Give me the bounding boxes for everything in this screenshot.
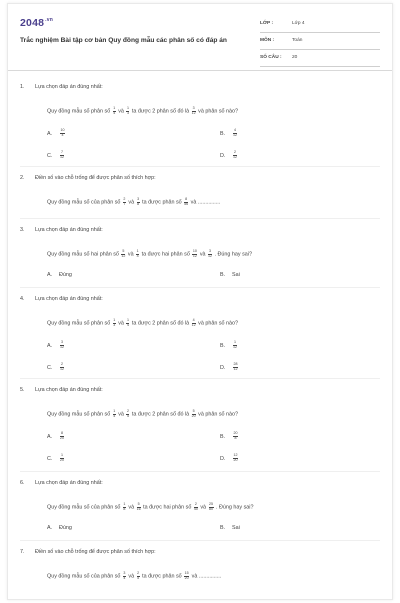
denominator: 20 xyxy=(191,413,196,418)
answer-option[interactable] xyxy=(47,363,65,372)
numerator: 20 xyxy=(233,431,238,435)
body-text: Quy đồng mẫu số phân số xyxy=(47,320,112,327)
denominator: 12 xyxy=(233,132,237,137)
option-letter: D. xyxy=(220,455,226,462)
answer-option[interactable] xyxy=(47,454,65,463)
numerator: 1 xyxy=(126,318,129,322)
denominator: 8 xyxy=(137,201,140,206)
fraction xyxy=(126,107,129,116)
numerator: 1 xyxy=(136,249,139,253)
question-instruction: Điền số vào chỗ trống để được phân số thích hợp: xyxy=(35,549,156,555)
body-text: Quy đồng mẫu số của phân số xyxy=(47,504,122,511)
answer-option[interactable] xyxy=(47,272,72,278)
body-text: và xyxy=(198,504,208,511)
meta-key: MÔN : xyxy=(260,38,275,43)
meta-box xyxy=(260,20,380,71)
question-body xyxy=(47,107,238,116)
option-text: Đúng xyxy=(59,272,72,278)
answer-option[interactable] xyxy=(220,363,239,372)
body-text: và phân số nào? xyxy=(196,411,239,418)
meta-row-class xyxy=(260,20,380,33)
numerator: 5 xyxy=(192,409,195,413)
fraction xyxy=(137,503,141,512)
option-letter: D. xyxy=(220,152,226,159)
option-letter: A. xyxy=(47,433,53,440)
denominator: 80 xyxy=(209,506,214,511)
numerator: 1 xyxy=(123,502,126,506)
body-text: . Đúng hay sai? xyxy=(213,251,252,258)
body-text: và xyxy=(126,251,136,258)
numerator: 3 xyxy=(123,571,126,575)
denominator: 12 xyxy=(233,366,238,371)
question-body xyxy=(47,198,220,207)
body-text: và phân số nào? xyxy=(196,320,239,327)
answer-option[interactable] xyxy=(220,272,240,278)
fraction xyxy=(123,572,126,581)
question-prompt xyxy=(20,175,380,183)
denominator: 12 xyxy=(191,110,196,115)
body-text: và ............... xyxy=(189,199,221,206)
document-header xyxy=(8,4,392,71)
question-body xyxy=(47,503,254,512)
fraction xyxy=(136,250,139,259)
question xyxy=(20,84,380,159)
question-prompt xyxy=(20,387,380,395)
denominator: 12 xyxy=(208,253,213,258)
fraction xyxy=(194,503,198,512)
question-number: 6. xyxy=(20,480,25,486)
body-text: và phân số nào? xyxy=(196,108,239,115)
fraction xyxy=(209,503,214,512)
denominator: 12 xyxy=(121,253,126,258)
fraction xyxy=(60,363,64,372)
fraction xyxy=(233,341,237,350)
numerator: 2 xyxy=(234,150,236,154)
body-text: và ............... xyxy=(190,573,222,580)
meta-key: LỚP : xyxy=(260,21,274,26)
question-instruction: Lựa chọn đáp án đúng nhất: xyxy=(35,84,103,90)
question-instruction: Lựa chọn đáp án đúng nhất: xyxy=(35,480,103,486)
option-letter: B. xyxy=(220,272,226,278)
numerator: 1 xyxy=(61,453,63,457)
denominator: 5 xyxy=(137,575,140,580)
meta-value: 20 xyxy=(292,55,298,60)
question-body xyxy=(47,250,252,259)
question-number: 2. xyxy=(20,175,25,181)
option-text: Sai xyxy=(232,525,240,531)
question-body xyxy=(47,572,221,581)
numerator: 28 xyxy=(233,362,238,366)
body-text: . Đúng hay sai? xyxy=(214,504,254,511)
fraction xyxy=(123,503,126,512)
option-letter: A. xyxy=(47,272,53,278)
denominator: 4 xyxy=(126,322,129,327)
denominator: 3 xyxy=(126,110,129,115)
fraction xyxy=(123,198,126,207)
fraction xyxy=(192,107,196,116)
option-letter: B. xyxy=(220,525,226,531)
fraction xyxy=(233,363,238,372)
meta-row-subject xyxy=(260,37,380,50)
denominator: 12 xyxy=(60,366,64,371)
denominator: 20 xyxy=(60,457,64,462)
body-text: ta được 2 phân số đó là xyxy=(130,320,191,327)
numerator: 2 xyxy=(61,362,63,366)
answer-option[interactable] xyxy=(220,432,239,441)
question-prompt xyxy=(20,480,380,488)
denominator: 8 xyxy=(234,435,237,440)
numerator: 5 xyxy=(137,502,140,506)
body-text: ta được phân số xyxy=(140,199,184,206)
numerator: 5 xyxy=(122,249,125,253)
denominator: 12 xyxy=(233,344,237,349)
fraction xyxy=(233,151,237,160)
question-number: 5. xyxy=(20,387,25,393)
question xyxy=(20,175,380,206)
question-divider xyxy=(20,540,380,541)
meta-value: Lớp 4 xyxy=(292,21,305,26)
fraction xyxy=(60,432,64,441)
question-divider xyxy=(20,287,380,288)
option-text: Đúng xyxy=(59,525,72,531)
fraction xyxy=(233,129,237,138)
numerator: 4 xyxy=(234,128,236,132)
numerator: 8 xyxy=(185,197,188,201)
numerator: 10 xyxy=(60,128,65,132)
question-body xyxy=(47,410,238,419)
question-number: 7. xyxy=(20,549,25,555)
question-instruction: Lựa chọn đáp án đúng nhất: xyxy=(35,227,103,233)
body-text: và xyxy=(126,504,136,511)
question-number: 4. xyxy=(20,296,25,302)
body-text: và xyxy=(126,199,136,206)
numerator: 1 xyxy=(234,340,236,344)
fraction xyxy=(184,198,188,207)
numerator: 4 xyxy=(192,318,195,322)
body-text: ta được 2 phân số đó là xyxy=(130,108,191,115)
option-letter: B. xyxy=(220,130,226,137)
numerator: 2 xyxy=(137,571,140,575)
question xyxy=(20,549,380,580)
question-divider xyxy=(20,378,380,379)
meta-key: SỐ CÂU : xyxy=(260,55,282,60)
question-number: 3. xyxy=(20,227,25,233)
option-text: Sai xyxy=(232,272,240,278)
numerator: 3 xyxy=(192,106,195,110)
denominator: 4 xyxy=(123,575,126,580)
body-text: Quy đồng mẫu số phân số xyxy=(47,411,112,418)
body-text: và xyxy=(198,251,208,258)
fraction xyxy=(137,198,140,207)
option-letter: B. xyxy=(220,342,226,349)
denominator: 20 xyxy=(184,575,189,580)
question-body xyxy=(47,319,238,328)
numerator: 3 xyxy=(137,197,140,201)
body-text: Quy đồng mẫu số phân số xyxy=(47,108,112,115)
fraction xyxy=(192,410,196,419)
question-divider xyxy=(20,166,380,167)
question-prompt xyxy=(20,84,380,92)
fraction xyxy=(126,410,129,419)
question-instruction: Lựa chọn đáp án đúng nhất: xyxy=(35,296,103,302)
answer-option[interactable] xyxy=(47,341,65,350)
numerator: 1 xyxy=(113,318,116,322)
denominator: 40 xyxy=(193,506,198,511)
fraction xyxy=(113,107,116,116)
denominator: 20 xyxy=(60,435,64,440)
body-text: và xyxy=(116,320,126,327)
denominator: 16 xyxy=(136,506,141,511)
fraction xyxy=(60,454,64,463)
question-prompt xyxy=(20,549,380,557)
denominator: 12 xyxy=(191,322,196,327)
fraction xyxy=(60,151,64,160)
answer-option[interactable] xyxy=(220,341,238,350)
option-letter: C. xyxy=(47,152,53,159)
answer-option[interactable] xyxy=(220,454,239,463)
fraction xyxy=(192,250,197,259)
question xyxy=(20,227,380,278)
option-letter: A. xyxy=(47,342,53,349)
fraction xyxy=(60,341,64,350)
page-title: Trắc nghiệm Bài tập cơ bản Quy đồng mẫu các phân số có đáp án xyxy=(20,37,227,44)
fraction xyxy=(137,572,140,581)
denominator: 4 xyxy=(113,110,116,115)
denominator: 8 xyxy=(123,506,126,511)
fraction xyxy=(113,410,116,419)
numerator: 2 xyxy=(123,197,126,201)
answer-option[interactable] xyxy=(220,525,240,531)
option-letter: A. xyxy=(47,525,53,531)
fraction xyxy=(233,454,238,463)
question-prompt xyxy=(20,296,380,304)
logo-suffix: .vn xyxy=(45,17,53,23)
body-text: và xyxy=(116,108,126,115)
numerator: 3 xyxy=(209,249,212,253)
option-letter: A. xyxy=(47,130,53,137)
denominator: 4 xyxy=(61,132,64,137)
numerator: 2 xyxy=(126,409,129,413)
numerator: 8 xyxy=(61,431,63,435)
fraction xyxy=(121,250,125,259)
meta-value: Toán xyxy=(292,38,303,43)
fraction xyxy=(184,572,189,581)
numerator: 3 xyxy=(61,340,63,344)
denominator: 12 xyxy=(192,253,197,258)
denominator: 4 xyxy=(113,413,116,418)
numerator: 7 xyxy=(61,150,63,154)
question xyxy=(20,480,380,531)
body-text: Quy đồng mẫu số của phân số xyxy=(47,199,122,206)
body-text: Quy đồng mẫu số của phân số xyxy=(47,573,122,580)
numerator: 1 xyxy=(126,106,129,110)
denominator: 4 xyxy=(136,253,139,258)
option-letter: C. xyxy=(47,364,53,371)
answer-option[interactable] xyxy=(220,151,238,160)
body-text: Quy đồng mẫu số hai phân số xyxy=(47,251,121,258)
numerator: 2 xyxy=(194,502,197,506)
option-letter: D. xyxy=(220,364,226,371)
body-text: ta được hai phân số xyxy=(141,504,193,511)
fraction xyxy=(192,319,196,328)
numerator: 1 xyxy=(113,409,116,413)
body-text: và xyxy=(116,411,126,418)
question-divider xyxy=(20,218,380,219)
body-text: và xyxy=(126,573,136,580)
denominator: 3 xyxy=(113,322,116,327)
answer-option[interactable] xyxy=(47,129,66,138)
denominator: 12 xyxy=(60,344,64,349)
question xyxy=(20,387,380,462)
denominator: 12 xyxy=(233,154,237,159)
answer-option[interactable] xyxy=(47,151,65,160)
denominator: 20 xyxy=(233,457,238,462)
answer-option[interactable] xyxy=(47,432,65,441)
question-instruction: Điền số vào chỗ trống để được phân số thích hợp: xyxy=(35,175,156,181)
body-text: ta được hai phân số xyxy=(140,251,192,258)
body-text: ta được 2 phân số đó là xyxy=(130,411,191,418)
question-divider xyxy=(20,471,380,472)
denominator: 56 xyxy=(184,201,189,206)
answer-option[interactable] xyxy=(220,129,238,138)
fraction xyxy=(208,250,212,259)
fraction xyxy=(113,319,116,328)
denominator: 5 xyxy=(126,413,129,418)
numerator: 1 xyxy=(113,106,116,110)
denominator: 12 xyxy=(60,154,64,159)
question-number: 1. xyxy=(20,84,25,90)
option-letter: B. xyxy=(220,433,226,440)
fraction xyxy=(126,319,129,328)
option-letter: C. xyxy=(47,455,53,462)
numerator: 12 xyxy=(233,453,238,457)
answer-option[interactable] xyxy=(47,525,72,531)
numerator: 10 xyxy=(192,249,197,253)
question xyxy=(20,296,380,371)
site-logo[interactable] xyxy=(20,17,53,29)
document-page xyxy=(7,3,393,600)
numerator: 25 xyxy=(209,502,214,506)
fraction xyxy=(233,432,238,441)
logo-text: 2048 xyxy=(20,17,45,29)
fraction xyxy=(60,129,65,138)
numerator: 15 xyxy=(184,571,189,575)
body-text: ta được phân số xyxy=(140,573,184,580)
question-instruction: Lựa chọn đáp án đúng nhất: xyxy=(35,387,103,393)
denominator: 7 xyxy=(123,201,126,206)
meta-row-count xyxy=(260,54,380,67)
question-prompt xyxy=(20,227,380,235)
